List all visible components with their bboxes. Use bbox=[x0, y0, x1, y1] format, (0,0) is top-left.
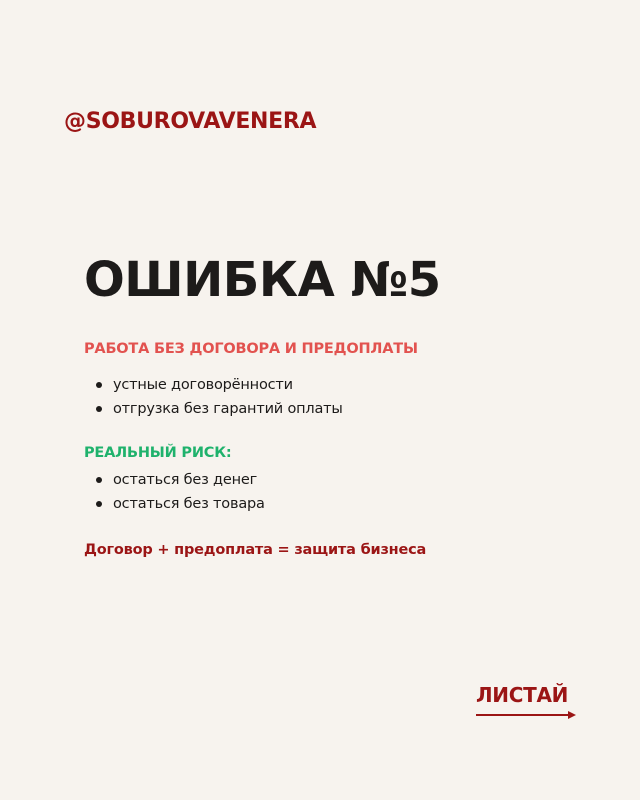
list-item-text: остаться без денег bbox=[113, 472, 258, 488]
problem-heading: РАБОТА БЕЗ ДОГОВОРА И ПРЕДОПЛАТЫ bbox=[84, 341, 418, 357]
list-item bbox=[96, 468, 265, 492]
swipe-next-button[interactable] bbox=[476, 682, 576, 722]
risk-list bbox=[96, 468, 265, 516]
problem-list bbox=[96, 373, 343, 421]
list-item-text: остаться без товара bbox=[113, 496, 265, 512]
list-item bbox=[96, 373, 343, 397]
bullet-icon bbox=[96, 406, 102, 412]
list-item-text: отгрузка без гарантий оплаты bbox=[113, 401, 343, 417]
formula-text: Договор + предоплата = защита бизнеса bbox=[84, 542, 427, 558]
page-title: ОШИБКА №5 bbox=[84, 252, 441, 308]
bullet-icon bbox=[96, 382, 102, 388]
arrow-right-icon bbox=[476, 710, 576, 720]
list-item bbox=[96, 492, 265, 516]
bullet-icon bbox=[96, 501, 102, 507]
swipe-next-label: ЛИСТАЙ bbox=[476, 683, 569, 707]
list-item bbox=[96, 397, 343, 421]
bullet-icon bbox=[96, 477, 102, 483]
list-item-text: устные договорённости bbox=[113, 377, 293, 393]
author-handle: @SOBUROVAVENERA bbox=[64, 109, 317, 134]
risk-heading: РЕАЛЬНЫЙ РИСК: bbox=[84, 445, 232, 461]
